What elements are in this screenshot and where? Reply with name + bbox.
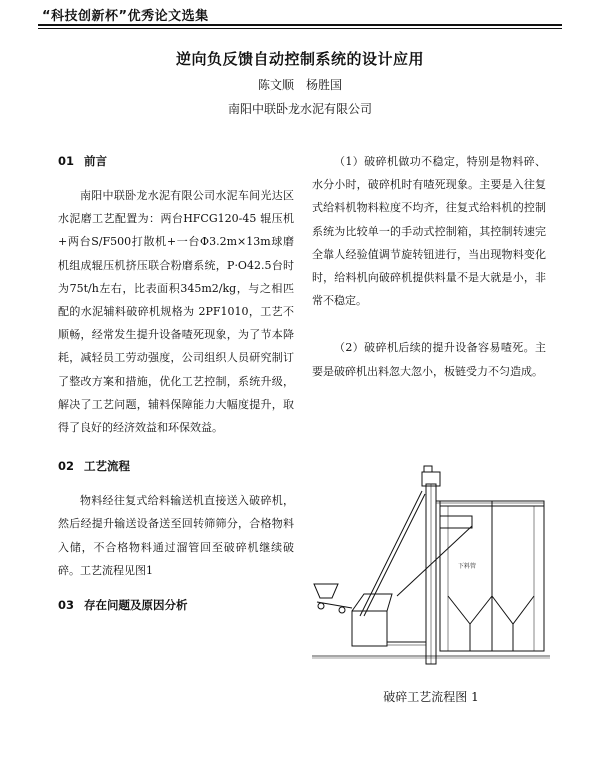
silo-hopper-right — [492, 596, 534, 624]
process-flow-diagram — [312, 446, 550, 676]
affiliation: 南阳中联卧龙水泥有限公司 — [227, 102, 372, 116]
journal-header: “科技创新杯”优秀论文选集 — [42, 9, 209, 24]
section-heading-1 — [58, 150, 294, 172]
process-flow-figure — [312, 446, 550, 676]
figure-label: 下料管 — [458, 563, 477, 570]
problem-paragraph-2: （2）破碎机后续的提升设备容易喳死。主要是破碎机出料忽大忽小，板链受力不匀造成。 — [312, 341, 546, 378]
section-title: 存在问题及原因分析 — [84, 598, 188, 613]
header-rule — [38, 24, 562, 26]
section-title: 工艺流程 — [84, 459, 130, 474]
header-rule-thin — [38, 28, 562, 29]
rotary-screen — [440, 516, 472, 528]
process-paragraph: 物料经往复式给料输送机直接送入破碎机，然后经提升输送设备送至回转筛筛分，合格物料入储，不合格物料通过溜管回至破碎机继续破碎。工艺流程见图1 — [58, 494, 294, 577]
section-heading-2 — [58, 455, 294, 477]
figure-caption: 破碎工艺流程图 1 — [383, 690, 479, 704]
feed-hopper — [314, 584, 338, 598]
section-number: 03 — [58, 598, 75, 613]
section-title: 前言 — [84, 154, 107, 168]
section-number: 01 — [58, 154, 75, 168]
crusher — [352, 611, 387, 646]
paper-title: 逆向负反馈自动控制系统的设计应用 — [175, 50, 424, 68]
section-number: 02 — [58, 459, 75, 474]
left-column — [58, 150, 294, 616]
silo-hopper-left — [448, 596, 492, 624]
authors: 陈文顺 杨胜国 — [257, 78, 342, 92]
problem-paragraph-1: （1）破碎机做功不稳定，特别是物料碎、水分小时，破碎机时有喳死现象。主要是入往复式给料机物料粒度不均齐，往复式给料机的控制系统为比较单一的手动式控制箱，其控制转速完全靠人经验值调节旋转钮进行，当出现物料变化时，给料机向破碎机提供料量不是大就是小，非常不稳定。 — [312, 155, 546, 308]
right-column — [312, 150, 546, 383]
intro-paragraph: 南阳中联卧龙水泥有限公司水泥车间光达区水泥磨工艺配置为：两台HFCG120-45 辊压机+两台S/F500打散机+一台Φ3.2m×13m球磨机组成辊压机挤压联合粉磨系统，P·O42.5台时为75t/h左右，比表面积345m2/kg，与之相匹配的水泥辅料破碎机规格为 2PF1010，工艺不顺畅，经常发生提升设备喳死现象，为了节本降耗，减轻员工劳动强度，公司组织人员研究制订了整改方案和措施，优化工艺控制，系统升级，解决了工艺问题，辅料保障能力大幅度提升，取得了良好的经济效益和环保效益。 — [58, 189, 294, 435]
section-heading-3 — [58, 594, 294, 616]
